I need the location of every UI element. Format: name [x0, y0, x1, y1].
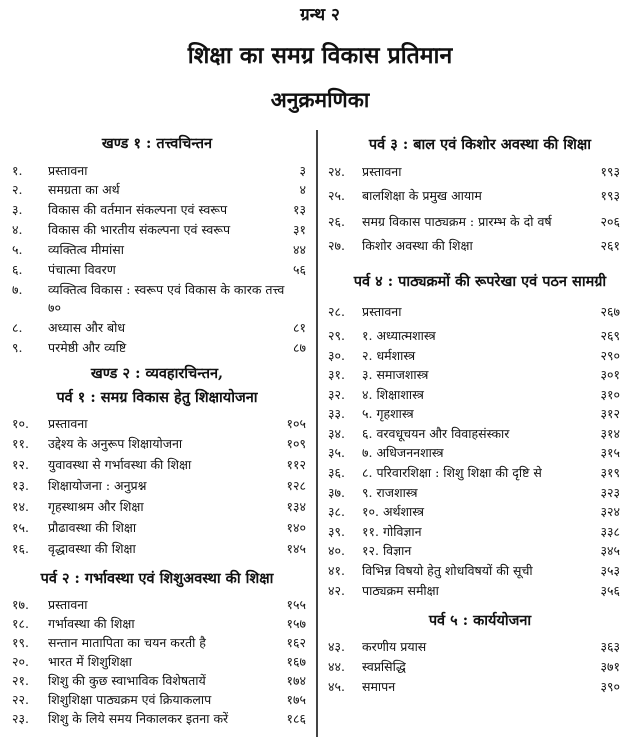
- entry-page: ३१: [292, 222, 306, 237]
- entry-title: गर्भावस्था की शिक्षा: [48, 616, 135, 631]
- entry-page: १७५: [286, 692, 306, 707]
- entry-number: ५.: [12, 242, 23, 257]
- entry-page: ३२४: [600, 504, 620, 519]
- section-heading: पर्व ५ : कार्ययोजना: [428, 612, 532, 629]
- toc-entry[interactable]: [0, 615, 314, 633]
- entry-title: प्रस्तावना: [48, 597, 88, 612]
- toc-entry[interactable]: [320, 638, 640, 656]
- entry-title: समग्र विकास पाठ्यक्रम : प्रारम्भ के दो वर्ष: [362, 214, 552, 229]
- entry-title: १०. अर्थशास्त्र: [362, 504, 424, 519]
- entry-title: शिशुशिक्षा पाठ्यक्रम एवं क्रियाकलाप: [48, 692, 212, 707]
- toc-entry[interactable]: [320, 425, 640, 443]
- entry-page: ५६: [292, 262, 306, 277]
- toc-entry[interactable]: [320, 503, 640, 521]
- entry-page: ३०१: [600, 367, 620, 382]
- section-heading: पर्व १ : समग्र विकास हेतु शिक्षायोजना: [56, 389, 258, 406]
- entry-number: २०.: [12, 654, 29, 669]
- toc-entry[interactable]: [320, 303, 640, 321]
- entry-page: १६७: [286, 654, 306, 669]
- entry-page: ८७: [292, 340, 306, 355]
- entry-title: विकास की भारतीय संकल्पना एवं स्वरूप: [48, 222, 231, 237]
- section-heading: खण्ड २ : व्यवहारचिन्तन,: [90, 365, 224, 382]
- entry-page: ३१५: [600, 445, 620, 460]
- entry-title: गृहस्थाश्रम और शिक्षा: [48, 499, 144, 514]
- entry-title: व्यक्तित्व मीमांसा: [48, 242, 124, 257]
- entry-title: ११. गोविज्ञान: [362, 524, 422, 539]
- entry-title: पाठ्यक्रम समीक्षा: [362, 583, 439, 598]
- entry-number: १०.: [12, 416, 29, 431]
- entry-number: ३५.: [328, 445, 345, 460]
- entry-title: व्यक्तित्व विकास : स्वरूप एवं विकास के कारक तत्त्व: [48, 282, 285, 297]
- entry-title: प्रस्तावना: [48, 163, 88, 178]
- toc-entry[interactable]: [0, 281, 314, 315]
- entry-title: १. अध्यात्मशास्त्र: [362, 328, 436, 343]
- toc-entry[interactable]: [0, 477, 314, 495]
- toc-entry[interactable]: [320, 366, 640, 384]
- entry-number: २.: [12, 182, 23, 197]
- toc-entry[interactable]: [0, 319, 314, 337]
- entry-page: २६९: [600, 328, 620, 343]
- toc-entry[interactable]: [320, 187, 640, 205]
- entry-number: ११.: [12, 436, 29, 451]
- entry-number: १५.: [12, 520, 29, 535]
- entry-title: सन्तान मातापिता का चयन करती है: [48, 635, 206, 650]
- entry-page: १२८: [286, 478, 306, 493]
- entry-number: २९.: [328, 328, 345, 343]
- entry-number: २७.: [328, 238, 345, 253]
- entry-number: १६.: [12, 541, 29, 556]
- entry-page: २६१: [600, 238, 620, 253]
- entry-page: ३१२: [600, 406, 620, 421]
- entry-number: १.: [12, 163, 23, 178]
- entry-page: १५५: [286, 597, 306, 612]
- entry-number: १३.: [12, 478, 29, 493]
- entry-page: १०९: [286, 436, 306, 451]
- entry-page: ३९०: [600, 679, 620, 694]
- entry-title: भारत में शिशुशिक्षा: [48, 654, 132, 669]
- entry-title: ९. राजशास्त्र: [362, 485, 418, 500]
- entry-page: ३२३: [600, 485, 620, 500]
- toc-entry[interactable]: [320, 523, 640, 541]
- entry-number: २८.: [328, 304, 345, 319]
- entry-number: १९.: [12, 635, 29, 650]
- entry-page: ३: [299, 163, 306, 178]
- volume-label: ग्रन्थ २: [300, 5, 340, 25]
- entry-title: १२. विज्ञान: [362, 543, 412, 558]
- entry-page: ८१: [292, 320, 306, 335]
- toc-entry[interactable]: [0, 415, 314, 433]
- entry-title: ५. गृहशास्त्र: [362, 406, 414, 421]
- toc-entry[interactable]: [0, 498, 314, 516]
- toc-entry[interactable]: [320, 582, 640, 600]
- column-divider: [316, 130, 318, 737]
- entry-title: प्रस्तावना: [362, 304, 402, 319]
- toc-entry[interactable]: [0, 162, 314, 180]
- entry-page: १४०: [286, 520, 306, 535]
- entry-page: १८६: [286, 711, 306, 726]
- toc-entry[interactable]: [0, 261, 314, 279]
- toc-entry[interactable]: [320, 464, 640, 482]
- entry-page: १४५: [286, 541, 306, 556]
- toc-entry[interactable]: [0, 241, 314, 259]
- entry-title: उद्देश्य के अनुरूप शिक्षायोजना: [48, 436, 183, 451]
- toc-entry[interactable]: [320, 327, 640, 345]
- toc-entry[interactable]: [320, 213, 640, 231]
- section-heading: पर्व २ : गर्भावस्था एवं शिशुअवस्था की शिक्षा: [40, 570, 274, 587]
- entry-number: ३३.: [328, 406, 345, 421]
- entry-page: ३७१: [600, 659, 620, 674]
- entry-page: ११२: [286, 457, 306, 472]
- entry-number: २४.: [328, 164, 345, 179]
- entry-title: ७. अधिजननशास्त्र: [362, 445, 444, 460]
- entry-number: ३०.: [328, 348, 345, 363]
- entry-page: ३१९: [600, 465, 620, 480]
- entry-number: ४०.: [328, 543, 345, 558]
- section-heading: खण्ड १ : तत्त्वचिन्तन: [101, 135, 213, 152]
- toc-entry[interactable]: [320, 347, 640, 365]
- entry-number: ४.: [12, 222, 23, 237]
- book-title: शिक्षा का समग्र विकास प्रतिमान: [187, 42, 453, 69]
- entry-page: १०५: [286, 416, 306, 431]
- entry-number: ३६.: [328, 465, 345, 480]
- entry-number: ३७.: [328, 485, 345, 500]
- toc-entry[interactable]: [320, 542, 640, 560]
- entry-number: १४.: [12, 499, 29, 514]
- entry-number: ३८.: [328, 504, 345, 519]
- entry-title: परमेष्ठी और व्यष्टि: [48, 340, 127, 355]
- entry-title: ४. शिक्षाशास्त्र: [362, 387, 424, 402]
- entry-page: ३४५: [600, 543, 620, 558]
- entry-number: ८.: [12, 320, 23, 335]
- entry-page: ४: [299, 182, 306, 197]
- entry-page: १३४: [286, 499, 306, 514]
- entry-title: अध्यास और बोध: [48, 320, 126, 335]
- entry-number: १७.: [12, 597, 29, 612]
- toc-entry[interactable]: [320, 678, 640, 696]
- toc-entry[interactable]: [0, 634, 314, 652]
- entry-title: ६. वरवधूचयन और विवाहसंस्कार: [362, 426, 510, 441]
- toc-entry[interactable]: [0, 653, 314, 671]
- section-heading: पर्व ४ : पाठ्यक्रमों की रूपरेखा एवं पठन सामग्री: [353, 273, 607, 290]
- toc-entry[interactable]: [0, 691, 314, 709]
- toc-entry[interactable]: [320, 405, 640, 423]
- entry-title: २. धर्मशास्त्र: [362, 348, 416, 363]
- entry-page: ३१४: [600, 426, 620, 441]
- toc-entry[interactable]: [320, 444, 640, 462]
- toc-entry[interactable]: [320, 484, 640, 502]
- entry-number: २६.: [328, 214, 345, 229]
- entry-page: ३१०: [600, 387, 620, 402]
- entry-number: ७.: [12, 282, 23, 297]
- entry-number: १२.: [12, 457, 29, 472]
- section-heading: पर्व ३ : बाल एवं किशोर अवस्था की शिक्षा: [368, 136, 592, 153]
- toc-entry[interactable]: [0, 456, 314, 474]
- entry-number: ४५.: [328, 679, 345, 694]
- entry-title: किशोर अवस्था की शिक्षा: [362, 238, 473, 253]
- toc-entry[interactable]: [320, 386, 640, 404]
- toc-entry[interactable]: [320, 658, 640, 676]
- toc-entry[interactable]: [320, 237, 640, 255]
- entry-title: प्रस्तावना: [48, 416, 88, 431]
- entry-page: १५७: [286, 616, 306, 631]
- entry-number: ६.: [12, 262, 23, 277]
- entry-page: २९०: [600, 348, 620, 363]
- toc-entry[interactable]: [0, 201, 314, 219]
- entry-page: ३५६: [600, 583, 620, 598]
- entry-number: ४४.: [328, 659, 345, 674]
- toc-entry[interactable]: [0, 221, 314, 239]
- left-column: [0, 0, 314, 742]
- index-heading: अनुक्रमणिका: [270, 87, 370, 112]
- toc-entry[interactable]: [0, 672, 314, 690]
- entry-title: शिशु की कुछ स्वाभाविक विशेषतायें: [48, 673, 206, 688]
- entry-page: १६२: [286, 635, 306, 650]
- entry-number: १८.: [12, 616, 29, 631]
- entry-number: ९.: [12, 340, 23, 355]
- entry-title: प्रस्तावना: [362, 164, 402, 179]
- entry-number: ४२.: [328, 583, 345, 598]
- toc-entry[interactable]: [0, 710, 314, 728]
- entry-page: ४४: [292, 242, 306, 257]
- toc-entry[interactable]: [320, 562, 640, 580]
- entry-page: ३६३: [600, 639, 620, 654]
- entry-number: २५.: [328, 188, 345, 203]
- entry-page: १९३: [600, 164, 620, 179]
- toc-entry[interactable]: [0, 435, 314, 453]
- entry-page: २६७: [600, 304, 620, 319]
- entry-title: विकास की वर्तमान संकल्पना एवं स्वरूप: [48, 202, 228, 217]
- toc-entry[interactable]: [0, 540, 314, 558]
- entry-page: १७४: [286, 673, 306, 688]
- toc-entry[interactable]: [0, 181, 314, 199]
- right-column: [320, 0, 640, 742]
- entry-title: ८. परिवारशिक्षा : शिशु शिक्षा की दृष्टि से: [362, 465, 542, 480]
- entry-page: ३३८: [600, 524, 620, 539]
- entry-title: प्रौढावस्था की शिक्षा: [48, 520, 137, 535]
- entry-title: ३. समाजशास्त्र: [362, 367, 429, 382]
- entry-title: पंचात्मा विवरण: [48, 262, 116, 277]
- entry-page: २०६: [600, 214, 620, 229]
- entry-number: २२.: [12, 692, 29, 707]
- entry-number: ३९.: [328, 524, 345, 539]
- toc-entry[interactable]: [0, 519, 314, 537]
- entry-page: ३५३: [600, 563, 620, 578]
- entry-number: ३.: [12, 202, 23, 217]
- entry-title: शिशु के लिये समय निकालकर इतना करें: [48, 711, 229, 726]
- toc-entry[interactable]: [320, 163, 640, 181]
- entry-title: युवावस्था से गर्भावस्था की शिक्षा: [48, 457, 192, 472]
- entry-number: २३.: [12, 711, 29, 726]
- entry-page: १९३: [600, 188, 620, 203]
- entry-number: ४३.: [328, 639, 345, 654]
- entry-title: करणीय प्रयास: [362, 639, 427, 654]
- entry-title: शिक्षायोजना : अनुप्रश्न: [48, 478, 147, 493]
- toc-entry[interactable]: [0, 339, 314, 357]
- entry-title: समापन: [362, 679, 396, 694]
- entry-number: ३२.: [328, 387, 345, 402]
- entry-title: विभिन्न विषयो हेतु शोधविषयों की सूची: [362, 563, 533, 578]
- entry-title: बालशिक्षा के प्रमुख आयाम: [362, 188, 482, 203]
- entry-page: १३: [292, 202, 306, 217]
- entry-page: ७०: [48, 300, 62, 315]
- entry-title: स्वप्नसिद्धि: [362, 659, 406, 674]
- entry-number: ३४.: [328, 426, 345, 441]
- entry-title: वृद्धावस्था की शिक्षा: [48, 541, 136, 556]
- entry-number: २१.: [12, 673, 29, 688]
- entry-number: ४१.: [328, 563, 345, 578]
- toc-entry[interactable]: [0, 596, 314, 614]
- entry-number: ३१.: [328, 367, 345, 382]
- entry-title: समग्रता का अर्थ: [48, 182, 120, 197]
